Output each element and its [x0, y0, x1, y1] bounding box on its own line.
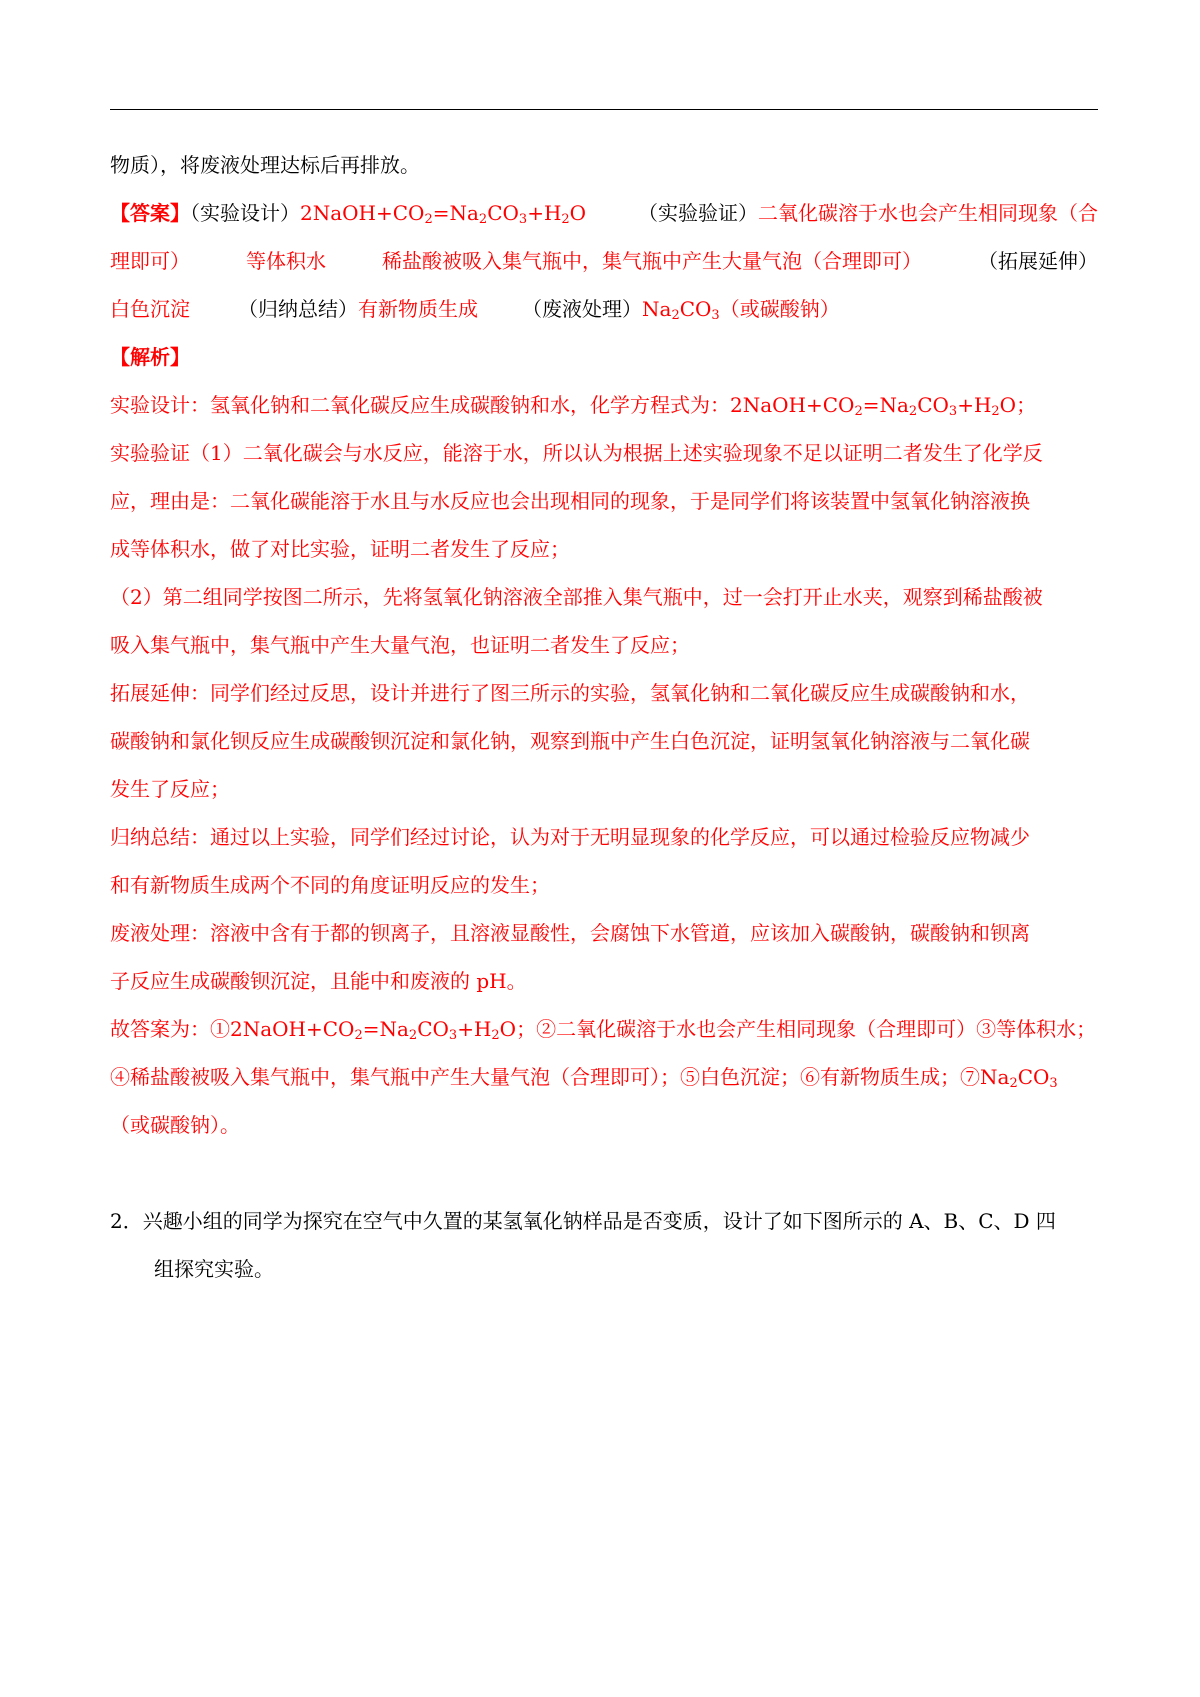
verify-answer: 二氧化碳溶于水也会产生相同现象（合 — [758, 201, 1098, 225]
question-number: 2． — [110, 1209, 143, 1233]
waste-answer: $Na_2CO_3$（或碳酸钠） — [642, 297, 840, 323]
design-label: （实验设计） — [190, 201, 300, 225]
analysis-extend-line: 发生了反应； — [110, 777, 230, 801]
header-rule — [110, 109, 1098, 110]
answer-line-1-right — [638, 189, 1098, 237]
extend-label: （拓展延伸） — [978, 249, 1098, 273]
answer-equation: $2NaOH+CO_2=Na_2CO_3+H_2O$ — [300, 201, 587, 227]
answer-equal-water: 等体积水 — [246, 249, 326, 273]
analysis-summary-line: 归纳总结：通过以上实验，同学们经过讨论，认为对于无明显现象的化学反应，可以通过检验反应物减少 — [110, 825, 1030, 849]
question-2-line-1 — [110, 1197, 1098, 1245]
analysis-extend-line: 碳酸钠和氯化钡反应生成碳酸钡沉淀和氯化钠，观察到瓶中产生白色沉淀，证明氢氧化钠溶液与二氧化碳 — [110, 729, 1030, 753]
document-body — [110, 141, 1098, 1293]
final-answer-line-1: 故答案为：$①2NaOH+CO_2=Na_2CO_3+H_2O$；②二氧化碳溶于水也会产生相同现象（合理即可）③等体积水； — [110, 1017, 1097, 1043]
answer-line-2 — [110, 237, 1098, 285]
analysis-extend-line: 拓展延伸：同学们经过反思，设计并进行了图三所示的实验，氢氧化钠和二氧化碳反应生成碳酸钠和水， — [110, 681, 1030, 705]
answer-line-1-left — [110, 189, 586, 237]
analysis-verify-line: 应，理由是：二氧化碳能溶于水且与水反应也会出现相同的现象，于是同学们将该装置中氢氧化钠溶液换 — [110, 489, 1030, 513]
analysis-label: 【解析】 — [110, 345, 190, 369]
answer-hcl-bubbles: 稀盐酸被吸入集气瓶中，集气瓶中产生大量气泡（合理即可） — [382, 249, 922, 273]
summary-answer: 有新物质生成 — [358, 297, 478, 321]
analysis-waste-line: 废液处理：溶液中含有于都的钡离子，且溶液显酸性，会腐蚀下水管道，应该加入碳酸钠，碳酸钠和钡离 — [110, 921, 1030, 945]
summary-label: （归纳总结） — [238, 297, 358, 321]
answer-line-3 — [110, 285, 1098, 333]
analysis-verify-line: （2）第二组同学按图二所示，先将氢氧化钠溶液全部推入集气瓶中，过一会打开止水夹，观察到稀盐酸被 — [110, 585, 1043, 609]
final-answer-line-3: （或碳酸钠）。 — [110, 1113, 240, 1137]
analysis-summary-line: 和有新物质生成两个不同的角度证明反应的发生； — [110, 873, 550, 897]
answer-white-precipitate: 白色沉淀 — [110, 297, 190, 321]
question-2-line-2: 组探究实验。 — [154, 1257, 274, 1281]
analysis-waste-line: 子反应生成碳酸钡沉淀，且能中和废液的 pH。 — [110, 969, 527, 993]
spacer — [110, 1149, 1098, 1197]
answer-reasonable: 理即可） — [110, 249, 190, 273]
verify-label: （实验验证） — [638, 201, 758, 225]
analysis-verify-line: 实验验证（1）二氧化碳会与水反应，能溶于水，所以认为根据上述实验现象不足以证明二者发生了化学反 — [110, 441, 1043, 465]
analysis-verify-line: 吸入集气瓶中，集气瓶中产生大量气泡，也证明二者发生了反应； — [110, 633, 690, 657]
analysis-verify-line: 成等体积水，做了对比实验，证明二者发生了反应； — [110, 537, 570, 561]
answer-label: 【答案】 — [110, 201, 190, 225]
question-2-text: 兴趣小组的同学为探究在空气中久置的某氢氧化钠样品是否变质，设计了如下图所示的 A、B、C、D 四 — [142, 1209, 1056, 1233]
final-answer-line-2: ④稀盐酸被吸入集气瓶中，集气瓶中产生大量气泡（合理即可）；⑤白色沉淀；⑥有新物质生成；$⑦Na_2CO_3$ — [110, 1065, 1058, 1091]
previous-question-tail: 物质），将废液处理达标后再排放。 — [110, 153, 420, 177]
analysis-design: 实验设计：氢氧化钠和二氧化碳反应生成碳酸钠和水，化学方程式为：$2NaOH+CO_2=Na_2CO_3+H_2O$； — [110, 393, 1037, 419]
waste-label: （废液处理） — [522, 297, 642, 321]
answer-line-1 — [110, 189, 1098, 237]
